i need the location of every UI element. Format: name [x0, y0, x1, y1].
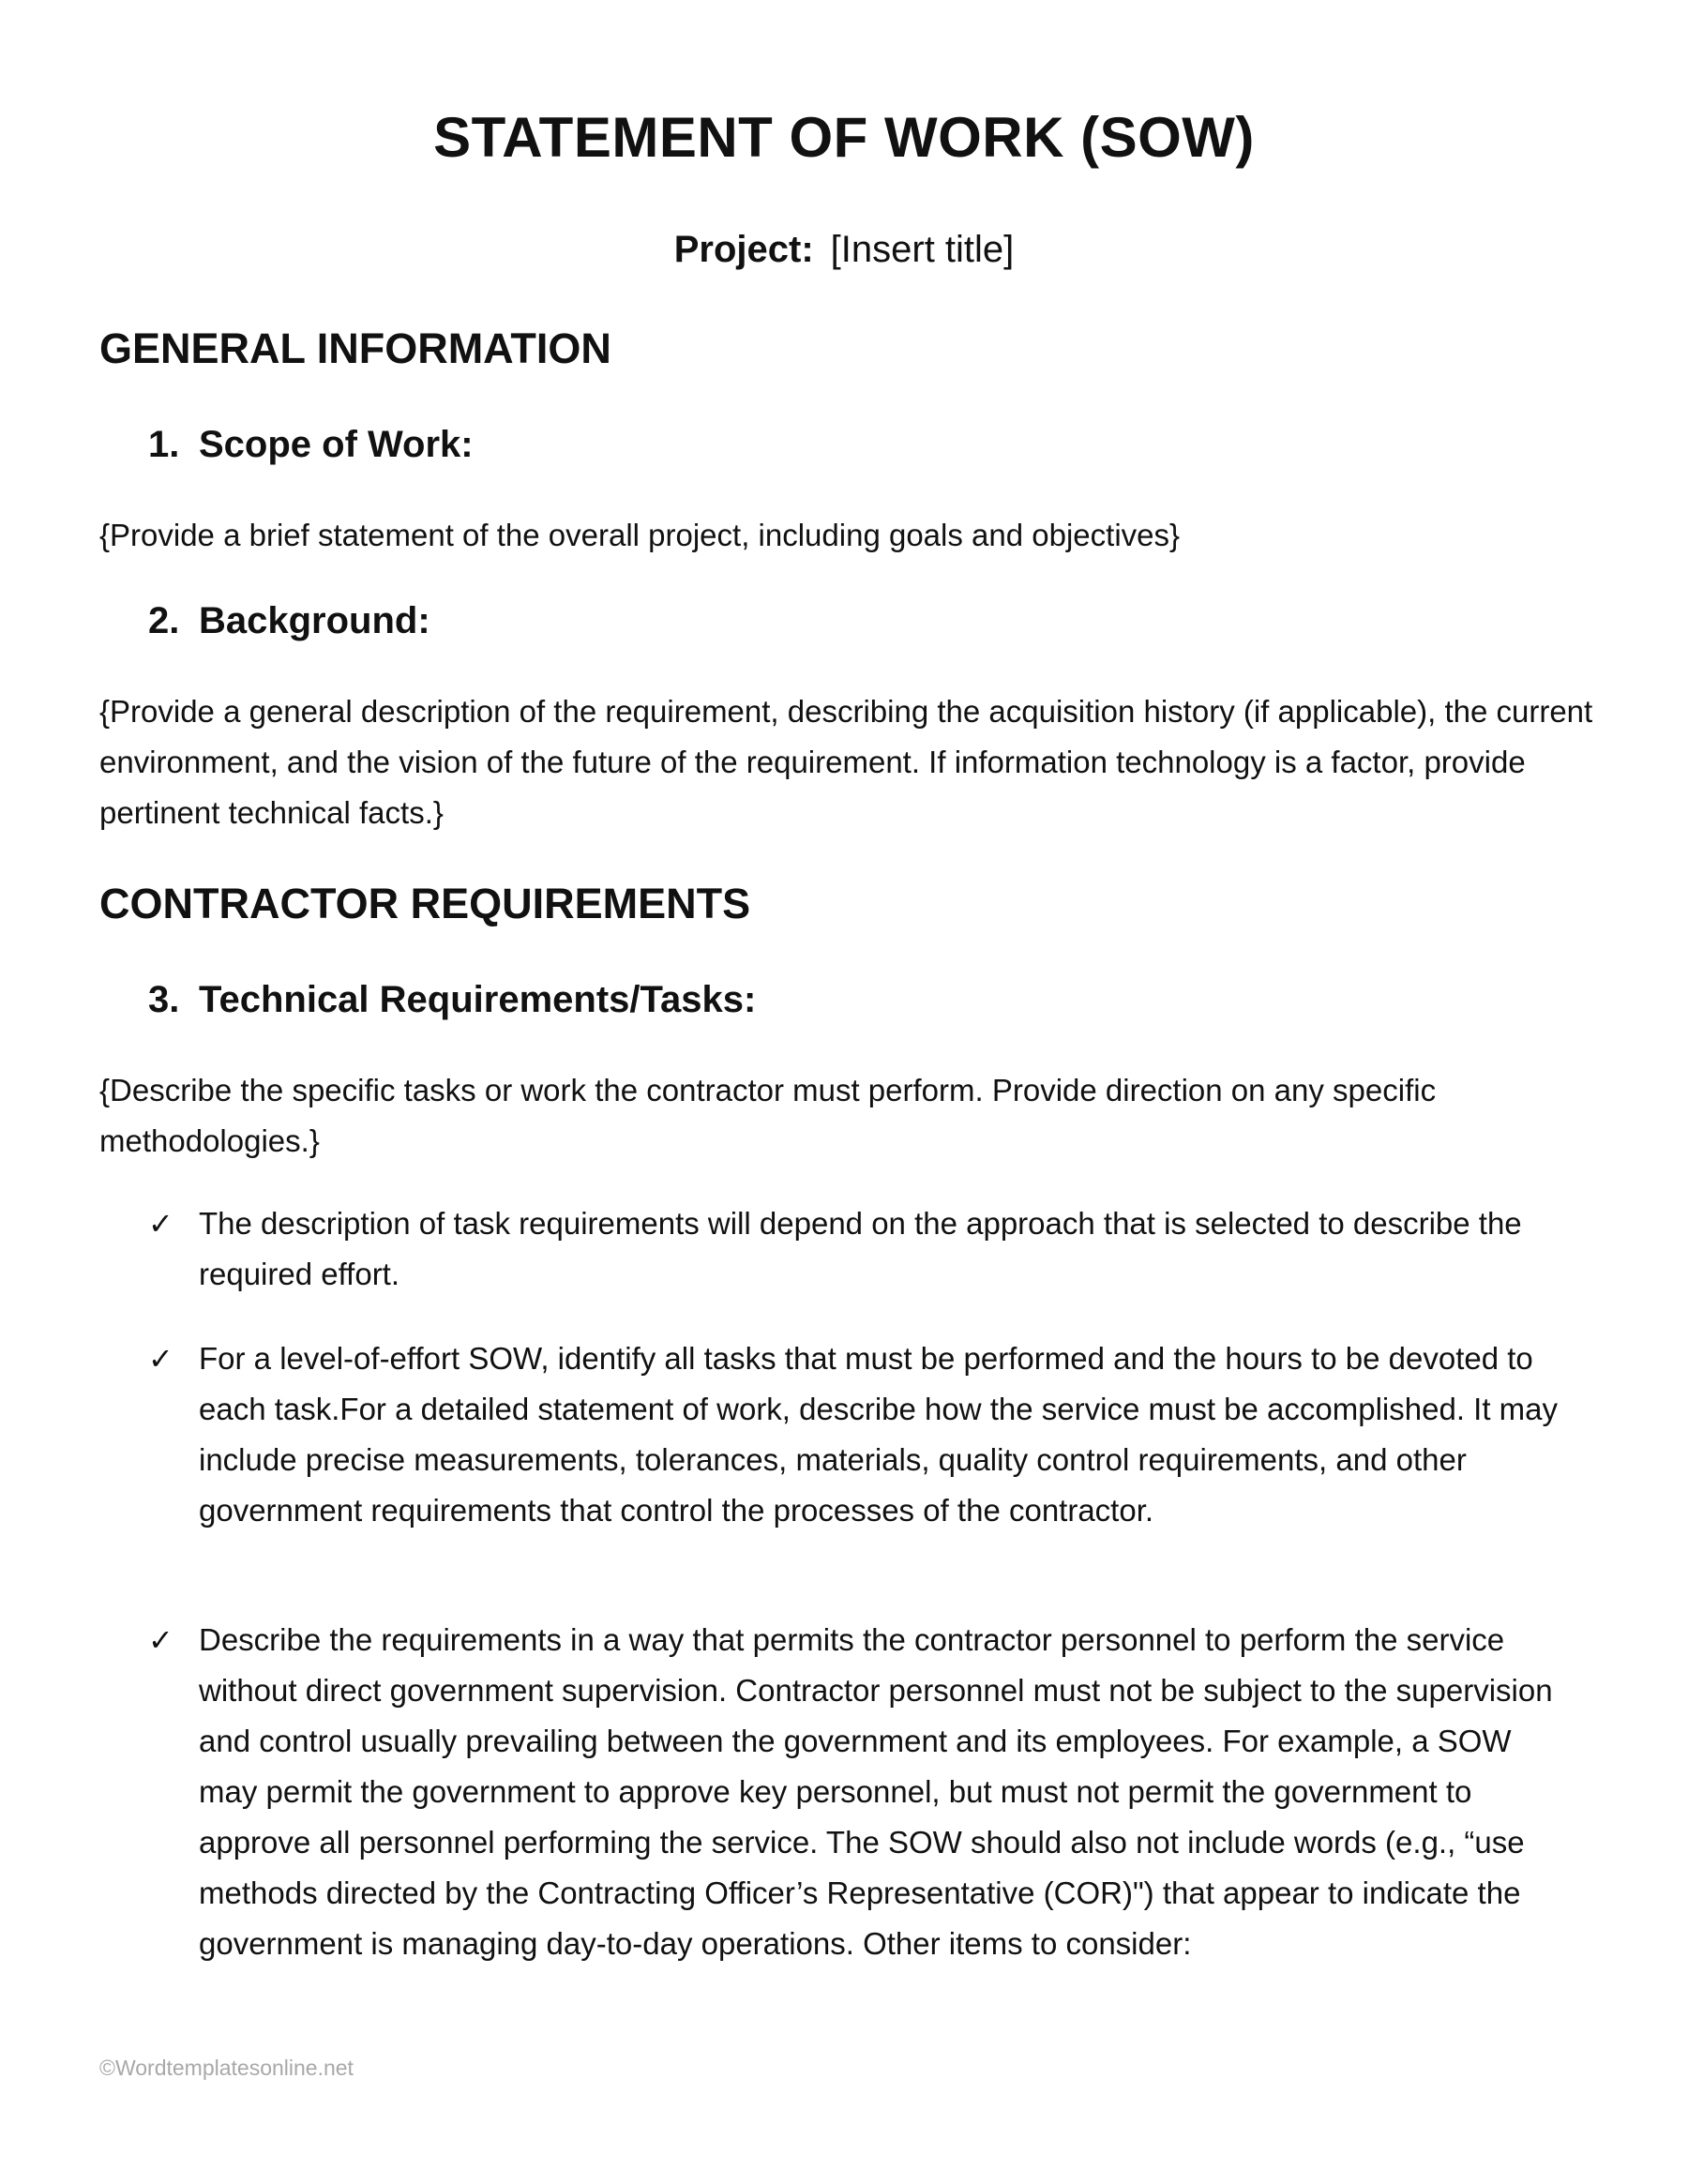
section-heading-general-information: GENERAL INFORMATION: [99, 324, 611, 372]
checkmark-icon: ✓: [148, 1207, 173, 1241]
list-item: [148, 1333, 1574, 1536]
section-heading-contractor-requirements: CONTRACTOR REQUIREMENTS: [99, 880, 751, 927]
watermark: ©Wordtemplatesonline.net: [99, 2056, 354, 2080]
project-line: [0, 229, 1688, 271]
bullet-text: For a level-of-effort SOW, identify all tasks that must be performed and the hours to be devoted to each task.For a detailed statement of work, describe how the service must be accomplished. It may include precise measurements, tolerances, materials, quality control requirements, and other government requirements that control the processes of the contractor.: [199, 1341, 1559, 1528]
checkmark-icon: ✓: [148, 1342, 173, 1376]
scope-of-work-text: {Provide a brief statement of the overall project, including goals and objectives}: [99, 518, 1181, 552]
background-text: {Provide a general description of the requirement, describing the acquisition history (if applicable), the current environment, and the vision of the future of the requirement. If information technology is a factor, provide pertinent technical facts.}: [99, 694, 1593, 830]
bullet-text: The description of task requirements will depend on the approach that is selected to describe the required effort.: [199, 1206, 1522, 1291]
item-heading-background: [148, 600, 430, 642]
item-title: Technical Requirements/Tasks:: [199, 979, 757, 1020]
bullet-text: Describe the requirements in a way that permits the contractor personnel to perform the service without direct government supervision. Contractor personnel must not be subject to the supervision and control usually prevailing between the government and its employees. For example, a SOW may permit the government to approve key personnel, but must not permit the government to approve all personnel performing the service. The SOW should also not include words (e.g., “use methods directed by the Contracting Officer’s Representative (COR)") that appear to indicate the government is managing day-to-day operations. Other items to consider:: [199, 1622, 1553, 1961]
item-number: 3.: [148, 979, 180, 1020]
item-title: Scope of Work:: [199, 424, 474, 465]
project-value: [Insert title]: [830, 229, 1015, 270]
project-label: Project:: [673, 229, 814, 270]
list-item: [148, 1198, 1574, 1300]
checkmark-icon: ✓: [148, 1623, 173, 1657]
item-number: 2.: [148, 600, 180, 641]
item-heading-scope-of-work: [148, 424, 474, 466]
item-title: Background:: [199, 600, 430, 641]
list-item: [148, 1615, 1574, 1969]
document-title: STATEMENT OF WORK (SOW): [433, 106, 1255, 169]
technical-requirements-text: {Describe the specific tasks or work the contractor must perform. Provide direction on any specific methodologies.}: [99, 1073, 1437, 1158]
item-number: 1.: [148, 424, 180, 465]
item-heading-technical-requirements: [148, 979, 756, 1021]
